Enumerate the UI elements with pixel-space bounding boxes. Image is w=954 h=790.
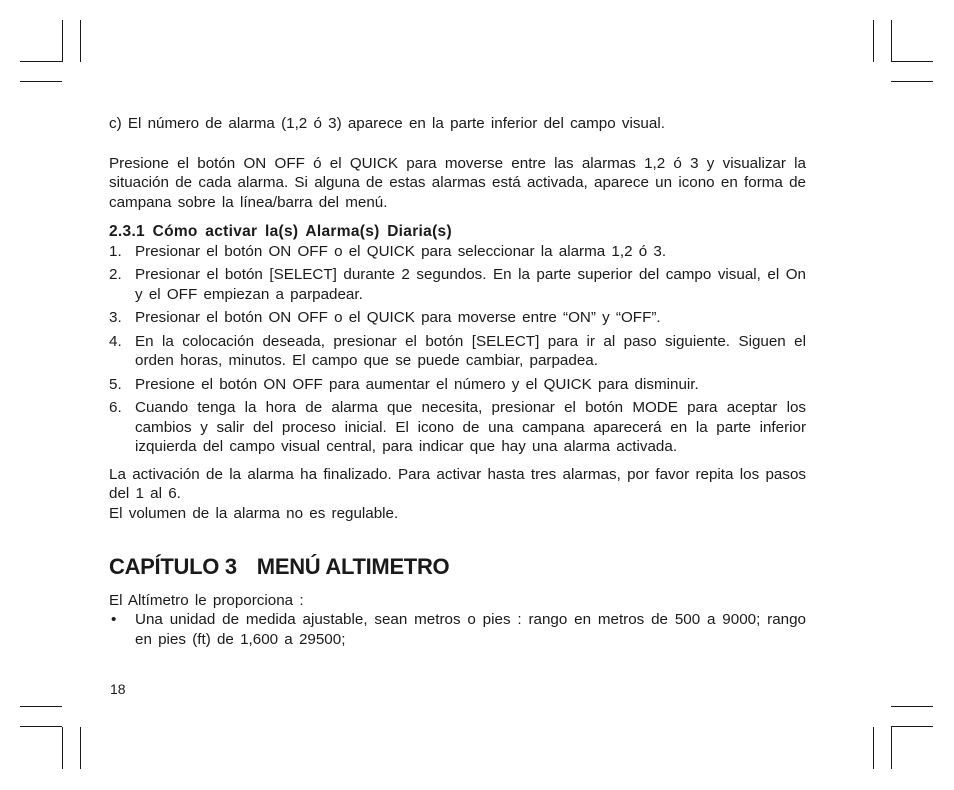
page-content xyxy=(109,114,806,649)
list-item xyxy=(109,332,806,371)
step-number: 5. xyxy=(109,375,122,393)
crop-mark xyxy=(891,706,933,707)
step-text: Presione el botón ON OFF para aumentar el número y el QUICK para disminuir. xyxy=(135,375,699,393)
list-item xyxy=(109,398,806,457)
crop-mark xyxy=(873,20,874,62)
paragraph-alarm-navigation: Presione el botón ON OFF ó el QUICK para moverse entre las alarmas 1,2 ó 3 y visualizar la situación de cada alarma. Si alguna de estas alarmas está activada, aparece un icono en forma de campana sobre la línea/barra del menú. xyxy=(109,154,806,211)
step-number: 3. xyxy=(109,309,122,326)
step-number: 6. xyxy=(109,399,122,416)
list-item xyxy=(109,375,806,395)
crop-mark xyxy=(20,61,62,62)
crop-mark xyxy=(873,727,874,769)
crop-mark xyxy=(20,81,62,82)
crop-mark xyxy=(891,81,933,82)
chapter-number: CAPÍTULO 3 xyxy=(109,554,237,579)
intro-line: c) El número de alarma (1,2 ó 3) aparece en la parte inferior del campo visual. xyxy=(109,115,665,132)
crop-mark xyxy=(80,20,81,62)
step-text: Presionar el botón ON OFF o el QUICK para moverse entre “ON” y “OFF”. xyxy=(135,309,661,326)
bullet-icon: • xyxy=(111,611,117,628)
step-text: Cuando tenga la hora de alarma que necesita, presionar el botón MODE para aceptar los cambios y salir del proceso inicial. El icono de una campana aparecerá en la parte inferior izquierda del campo visual central, para indicar que hay una alarma activada. xyxy=(135,399,806,455)
altimeter-intro: El Altímetro le proporciona : xyxy=(109,591,304,609)
step-number: 4. xyxy=(109,332,122,350)
crop-mark xyxy=(62,727,63,769)
chapter-heading xyxy=(109,554,806,579)
list-item xyxy=(109,308,806,328)
step-text: Presionar el botón ON OFF o el QUICK para seleccionar la alarma 1,2 ó 3. xyxy=(135,242,667,260)
step-number: 2. xyxy=(109,266,122,283)
crop-mark xyxy=(891,727,892,769)
bullet-text: Una unidad de medida ajustable, sean metros o pies : rango en metros de 500 a 9000; rango en pies (ft) de 1,600 a 29500; xyxy=(135,611,806,648)
paragraph-activation-done: La activación de la alarma ha finalizado. Para activar hasta tres alarmas, por favor repita los pasos del 1 al 6. xyxy=(109,465,806,502)
crop-mark xyxy=(891,20,892,62)
crop-mark xyxy=(20,706,62,707)
list-item xyxy=(109,265,806,304)
crop-mark xyxy=(891,61,933,62)
paragraph-volume-note: El volumen de la alarma no es regulable. xyxy=(109,504,399,522)
crop-mark xyxy=(62,20,63,62)
section-heading: 2.3.1 Cómo activar la(s) Alarma(s) Diaria(s) xyxy=(109,223,452,240)
page-number: 18 xyxy=(110,681,126,697)
crop-mark xyxy=(891,726,933,727)
step-number: 1. xyxy=(109,242,122,260)
chapter-title: MENÚ ALTIMETRO xyxy=(256,554,450,579)
steps-list xyxy=(109,242,806,457)
list-item xyxy=(109,242,806,262)
step-text: Presionar el botón [SELECT] durante 2 segundos. En la parte superior del campo visual, el On y el OFF empiezan a parpadear. xyxy=(135,266,806,303)
crop-mark xyxy=(80,727,81,769)
step-text: En la colocación deseada, presionar el botón [SELECT] para ir al paso siguiente. Siguen el orden horas, minutos. El campo que se puede cambiar, parpadea. xyxy=(135,332,806,369)
list-item xyxy=(109,610,806,649)
crop-mark xyxy=(20,726,62,727)
